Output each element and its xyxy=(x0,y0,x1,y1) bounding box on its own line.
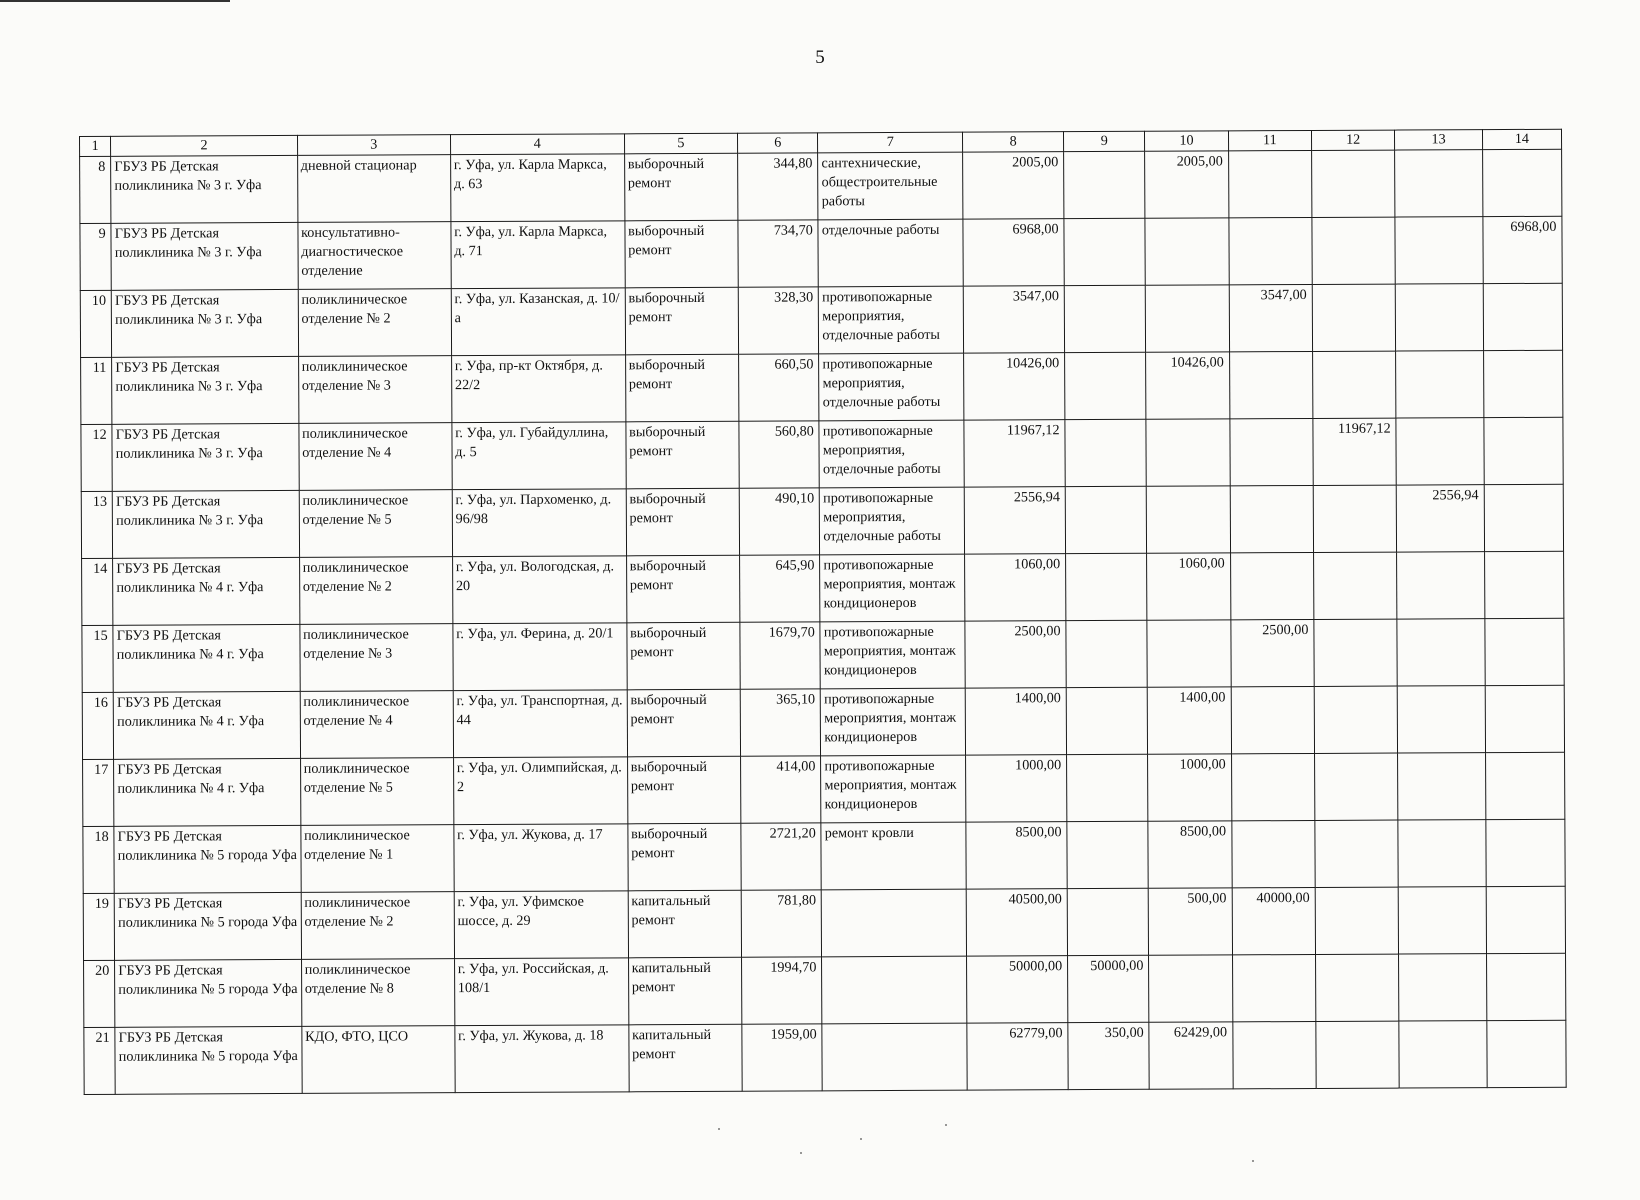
table-cell xyxy=(1149,955,1233,1022)
table-cell: 50000,00 xyxy=(967,956,1068,1023)
table-cell xyxy=(1232,954,1316,1021)
table-cell xyxy=(1232,820,1316,887)
table-cell: противопожарные мероприятия, монтаж кондиционеров xyxy=(821,688,966,756)
table-cell xyxy=(1065,486,1147,553)
table-cell xyxy=(1485,618,1565,685)
table-cell xyxy=(1145,218,1229,285)
table-cell xyxy=(1399,1021,1487,1088)
table-cell: КДО, ФТО, ЦСО xyxy=(301,1026,454,1094)
table-cell xyxy=(1146,285,1230,352)
table-cell: поликлиническое отделение № 3 xyxy=(298,356,451,424)
table-cell: ГБУЗ РБ Детская поликлиника № 4 г. Уфа xyxy=(113,624,300,692)
table-cell xyxy=(1312,217,1396,284)
table-cell: 3547,00 xyxy=(1229,284,1313,351)
table-cell: г. Уфа, ул. Вологодская, д. 20 xyxy=(452,556,626,624)
table-cell: г. Уфа, ул. Карла Маркса, д. 63 xyxy=(450,154,624,222)
table-cell xyxy=(1229,217,1313,284)
table-cell xyxy=(1232,1021,1316,1088)
table-cell: поликлиническое отделение № 4 xyxy=(299,423,452,491)
table-row xyxy=(81,484,1563,558)
table-cell: ГБУЗ РБ Детская поликлиника № 4 г. Уфа xyxy=(113,557,300,625)
table-cell: ГБУЗ РБ Детская поликлиника № 5 города Уфа xyxy=(114,825,301,893)
table-cell: г. Уфа, ул. Жукова, д. 18 xyxy=(455,1025,629,1093)
table-cell: 344,80 xyxy=(738,153,819,220)
table-cell xyxy=(1146,419,1230,486)
table-cell: противопожарные мероприятия, отделочные работы xyxy=(819,420,964,488)
table-cell: сантехнические, общестроительные работы xyxy=(818,152,963,220)
table-cell xyxy=(1316,1021,1400,1088)
table-cell xyxy=(1485,752,1565,819)
table-cell: 16 xyxy=(82,692,114,759)
table-cell: ГБУЗ РБ Детская поликлиника № 3 г. Уфа xyxy=(112,490,299,558)
document-sheet xyxy=(79,129,1567,1095)
table-cell: г. Уфа, ул. Уфимское шоссе, д. 29 xyxy=(454,891,628,959)
table-cell: 2500,00 xyxy=(965,621,1066,688)
table-row xyxy=(84,1020,1566,1094)
table-cell: противопожарные мероприятия, монтаж кондиционеров xyxy=(820,554,965,622)
table-cell: капитальный ремонт xyxy=(628,890,742,958)
table-cell: ГБУЗ РБ Детская поликлиника № 3 г. Уфа xyxy=(111,222,298,290)
table-cell xyxy=(1230,485,1314,552)
table-cell: консультативно-диагностическое отделение xyxy=(298,222,451,290)
table-cell: 660,50 xyxy=(739,354,820,421)
table-cell: 11 xyxy=(81,357,113,424)
table-cell: 2556,94 xyxy=(964,487,1065,554)
table-cell xyxy=(1398,753,1486,820)
table-cell xyxy=(1064,151,1146,218)
table-cell: 645,90 xyxy=(740,555,821,622)
table-row xyxy=(83,752,1565,826)
table-cell: 50000,00 xyxy=(1068,955,1150,1022)
table-cell xyxy=(1397,686,1485,753)
table-cell: 21 xyxy=(84,1027,116,1094)
table-cell: выборочный ремонт xyxy=(625,220,739,288)
table-cell xyxy=(1483,283,1563,350)
column-header: 13 xyxy=(1395,130,1483,150)
table-cell: выборочный ремонт xyxy=(626,555,740,623)
table-cell: 12 xyxy=(81,424,113,491)
table-cell: 1679,70 xyxy=(740,622,821,689)
table-cell xyxy=(1484,484,1564,551)
table-cell: г. Уфа, пр-кт Октября, д. 22/2 xyxy=(451,355,625,423)
table-cell xyxy=(1066,620,1148,687)
column-header: 3 xyxy=(297,135,450,156)
column-header: 5 xyxy=(624,133,738,154)
table-cell: 2500,00 xyxy=(1231,619,1315,686)
table-row xyxy=(84,953,1566,1027)
table-cell: выборочный ремонт xyxy=(626,421,740,489)
table-row xyxy=(80,283,1562,357)
table-cell xyxy=(1483,350,1563,417)
table-cell xyxy=(1314,552,1398,619)
table-cell: 734,70 xyxy=(738,220,819,287)
table-cell xyxy=(1230,418,1314,485)
table-cell xyxy=(1064,218,1146,285)
table-cell: выборочный ремонт xyxy=(624,153,738,221)
table-cell xyxy=(1067,821,1149,888)
column-header: 6 xyxy=(738,133,818,153)
table-cell xyxy=(1486,819,1566,886)
table-cell: 19 xyxy=(83,893,115,960)
table-cell: 1959,00 xyxy=(742,1024,823,1091)
table-cell: 6968,00 xyxy=(1483,216,1563,283)
table-cell xyxy=(1398,820,1486,887)
column-header: 8 xyxy=(963,132,1064,152)
table-cell: выборочный ремонт xyxy=(628,823,742,891)
table-cell: поликлиническое отделение № 3 xyxy=(300,624,453,692)
table-cell: 1400,00 xyxy=(965,688,1066,755)
table-cell xyxy=(1231,686,1315,753)
table-cell: ГБУЗ РБ Детская поликлиника № 3 г. Уфа xyxy=(112,356,299,424)
table-cell: 2005,00 xyxy=(1145,151,1229,218)
column-header: 1 xyxy=(80,136,111,156)
table-cell: ГБУЗ РБ Детская поликлиника № 4 г. Уфа xyxy=(114,758,301,826)
table-cell: 18 xyxy=(83,826,115,893)
table-cell xyxy=(1313,351,1397,418)
table-cell: 1994,70 xyxy=(742,957,823,1024)
table-cell: г. Уфа, ул. Карла Маркса, д. 71 xyxy=(451,221,625,289)
table-cell: поликлиническое отделение № 2 xyxy=(299,557,452,625)
table-row xyxy=(82,551,1564,625)
table-cell: капитальный ремонт xyxy=(628,957,742,1025)
table-cell: капитальный ремонт xyxy=(629,1024,743,1092)
table-cell: ГБУЗ РБ Детская поликлиника № 5 города Уфа xyxy=(115,1026,302,1094)
table-cell: выборочный ремонт xyxy=(627,756,741,824)
table-cell: г. Уфа, ул. Ферина, д. 20/1 xyxy=(453,623,627,691)
table-cell: ГБУЗ РБ Детская поликлиника № 3 г. Уфа xyxy=(111,289,298,357)
table-cell: выборочный ремонт xyxy=(627,689,741,757)
table-cell: 40500,00 xyxy=(966,889,1067,956)
table-cell: г. Уфа, ул. Транспортная, д. 44 xyxy=(453,690,627,758)
table-cell: 1060,00 xyxy=(965,554,1066,621)
page-number: 5 xyxy=(815,47,825,68)
table-cell xyxy=(1067,888,1149,955)
table-cell xyxy=(1397,552,1485,619)
table-cell xyxy=(1315,753,1399,820)
table-cell xyxy=(822,956,967,1024)
table-cell: выборочный ремонт xyxy=(625,287,739,355)
column-header: 10 xyxy=(1145,131,1228,151)
table-cell: 6968,00 xyxy=(963,219,1064,286)
table-cell xyxy=(1312,284,1396,351)
table-cell: 14 xyxy=(82,558,114,625)
table-cell xyxy=(1065,419,1147,486)
table-cell: 328,30 xyxy=(738,287,819,354)
table-cell: 1060,00 xyxy=(1147,553,1231,620)
table-cell: ремонт кровли xyxy=(821,822,966,890)
table-cell: 1000,00 xyxy=(966,755,1067,822)
column-header: 11 xyxy=(1228,130,1311,150)
table-cell xyxy=(1315,954,1399,1021)
table-row xyxy=(82,618,1564,692)
column-header: 9 xyxy=(1064,131,1145,151)
table-cell: 1400,00 xyxy=(1148,687,1232,754)
table-cell xyxy=(1399,954,1487,1021)
scan-edge-line xyxy=(0,0,230,2)
table-cell: 2556,94 xyxy=(1397,485,1485,552)
table-cell xyxy=(1312,150,1396,217)
column-header: 12 xyxy=(1311,130,1394,150)
table-cell: поликлиническое отделение № 2 xyxy=(298,289,451,357)
table-cell: ГБУЗ РБ Детская поликлиника № 5 города Уфа xyxy=(114,892,301,960)
table-cell: 11967,12 xyxy=(964,420,1065,487)
table-cell xyxy=(1482,149,1562,216)
table-cell: 8500,00 xyxy=(966,822,1067,889)
table-row xyxy=(81,417,1563,491)
table-cell: выборочный ремонт xyxy=(625,354,739,422)
table-cell: 10 xyxy=(80,290,112,357)
table-row xyxy=(81,350,1563,424)
table-cell: выборочный ремонт xyxy=(626,488,740,556)
table-cell xyxy=(1484,551,1564,618)
table-cell: противопожарные мероприятия, отделочные работы xyxy=(819,353,964,421)
table-cell xyxy=(1485,685,1565,752)
table-cell: противопожарные мероприятия, отделочные работы xyxy=(819,286,964,354)
table-cell xyxy=(1395,150,1483,217)
table-cell: 20 xyxy=(84,960,116,1027)
table-cell: 500,00 xyxy=(1149,888,1233,955)
table-cell: 350,00 xyxy=(1068,1022,1150,1089)
table-cell: г. Уфа, ул. Губайдуллина, д. 5 xyxy=(452,422,626,490)
table-cell xyxy=(1396,284,1484,351)
table-row xyxy=(80,216,1562,290)
table-cell: поликлиническое отделение № 4 xyxy=(300,691,453,759)
column-header: 7 xyxy=(818,132,963,153)
table-cell xyxy=(1397,619,1485,686)
repair-plan-table xyxy=(79,129,1567,1095)
table-cell xyxy=(1066,687,1148,754)
table-cell xyxy=(1486,886,1566,953)
table-cell xyxy=(1229,351,1313,418)
table-cell: поликлиническое отделение № 8 xyxy=(301,959,454,1027)
table-cell: г. Уфа, ул. Олимпийская, д. 2 xyxy=(453,757,627,825)
table-cell: ГБУЗ РБ Детская поликлиника № 3 г. Уфа xyxy=(112,423,299,491)
table-cell xyxy=(1395,217,1483,284)
table-cell: ГБУЗ РБ Детская поликлиника № 3 г. Уфа xyxy=(111,155,298,223)
table-cell xyxy=(1486,953,1566,1020)
table-cell: 15 xyxy=(82,625,114,692)
table-cell: 8 xyxy=(80,156,112,223)
table-cell xyxy=(1396,351,1484,418)
table-cell xyxy=(1067,754,1149,821)
table-cell: 365,10 xyxy=(740,689,821,756)
table-cell xyxy=(1487,1020,1567,1087)
table-cell xyxy=(1230,552,1314,619)
table-cell: г. Уфа, ул. Казанская, д. 10/а xyxy=(451,288,625,356)
column-header: 14 xyxy=(1482,129,1561,149)
table-cell: 1000,00 xyxy=(1148,754,1232,821)
table-cell: поликлиническое отделение № 5 xyxy=(299,490,452,558)
table-cell xyxy=(1315,820,1399,887)
table-cell xyxy=(1147,486,1231,553)
table-cell xyxy=(822,1023,967,1091)
table-cell xyxy=(1066,553,1148,620)
table-cell: дневной стационар xyxy=(297,155,450,223)
table-cell: противопожарные мероприятия, отделочные работы xyxy=(820,487,965,555)
table-cell: 8500,00 xyxy=(1148,821,1232,888)
table-cell xyxy=(1065,352,1147,419)
table-cell: 13 xyxy=(81,491,113,558)
table-cell: г. Уфа, ул. Пархоменко, д. 96/98 xyxy=(452,489,626,557)
column-header: 4 xyxy=(450,134,624,155)
table-body xyxy=(80,129,1567,1094)
table-row xyxy=(83,886,1565,960)
table-cell: выборочный ремонт xyxy=(627,622,741,690)
table-cell xyxy=(1147,620,1231,687)
table-cell: поликлиническое отделение № 1 xyxy=(301,825,454,893)
table-cell: ГБУЗ РБ Детская поликлиника № 5 города Уфа xyxy=(115,959,302,1027)
table-cell: 2721,20 xyxy=(741,823,822,890)
table-row xyxy=(80,149,1562,223)
table-cell xyxy=(1314,619,1398,686)
table-cell xyxy=(1064,285,1146,352)
table-cell xyxy=(1314,686,1398,753)
table-cell: г. Уфа, ул. Российская, д. 108/1 xyxy=(454,958,628,1026)
table-cell: 2005,00 xyxy=(963,152,1064,219)
table-row xyxy=(83,819,1565,893)
table-cell: 3547,00 xyxy=(963,286,1064,353)
table-cell xyxy=(822,889,967,957)
table-cell: 414,00 xyxy=(741,756,822,823)
table-cell: 490,10 xyxy=(739,488,820,555)
table-cell: 560,80 xyxy=(739,421,820,488)
table-cell: ГБУЗ РБ Детская поликлиника № 4 г. Уфа xyxy=(113,691,300,759)
table-cell xyxy=(1315,887,1399,954)
table-cell: противопожарные мероприятия, монтаж кондиционеров xyxy=(820,621,965,689)
table-cell: 9 xyxy=(80,223,112,290)
table-cell: 781,80 xyxy=(741,890,822,957)
column-header: 2 xyxy=(111,135,298,156)
table-cell: противопожарные мероприятия, монтаж кондиционеров xyxy=(821,755,966,823)
table-cell: поликлиническое отделение № 5 xyxy=(300,758,453,826)
table-cell: 17 xyxy=(83,759,115,826)
table-cell: 62779,00 xyxy=(967,1023,1068,1090)
table-cell xyxy=(1398,887,1486,954)
table-cell: 62429,00 xyxy=(1149,1022,1233,1089)
table-cell: 40000,00 xyxy=(1232,887,1316,954)
table-cell xyxy=(1396,418,1484,485)
table-cell: 11967,12 xyxy=(1313,418,1397,485)
table-cell: отделочные работы xyxy=(818,219,963,287)
table-cell xyxy=(1484,417,1564,484)
table-row xyxy=(82,685,1564,759)
table-cell: 10426,00 xyxy=(1146,352,1230,419)
table-cell: 10426,00 xyxy=(964,353,1065,420)
table-cell xyxy=(1231,753,1315,820)
table-cell xyxy=(1228,150,1312,217)
table-cell xyxy=(1313,485,1397,552)
table-cell: поликлиническое отделение № 2 xyxy=(301,892,454,960)
table-cell: г. Уфа, ул. Жукова, д. 17 xyxy=(454,824,628,892)
